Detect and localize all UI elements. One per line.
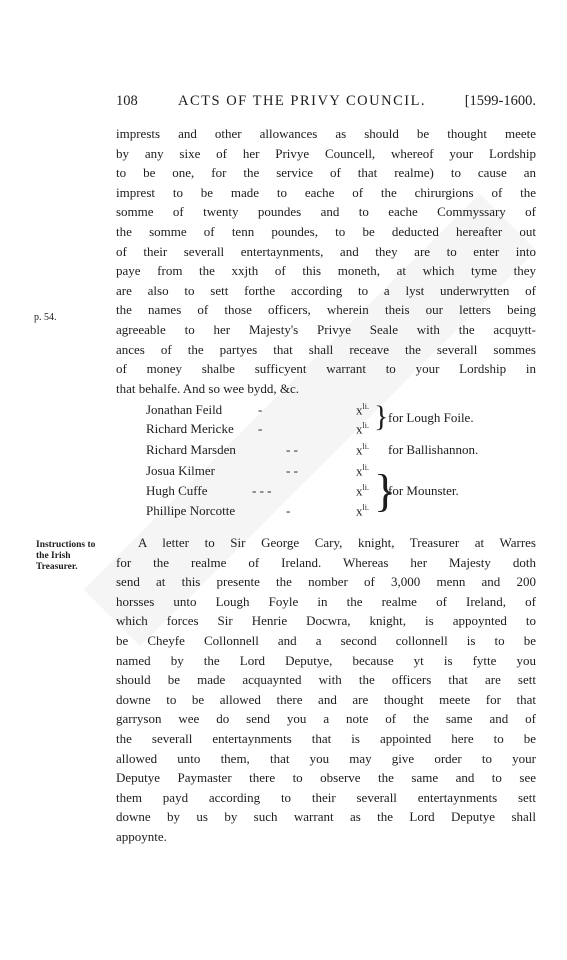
text-line: paye from the xxjth of this moneth, at which tyme they bbox=[116, 263, 536, 279]
officer-name: Jonathan Feild bbox=[146, 402, 223, 417]
text-line: of money shalbe sufficyent warrant to your Lordship in bbox=[116, 361, 536, 377]
officer-name: Richard Marsden bbox=[146, 442, 236, 457]
pay-amount: $x^{li.}$ bbox=[356, 421, 369, 437]
margin-note: Instructions to the Irish Treasurer. bbox=[36, 540, 96, 572]
destination-label: for Mounster. bbox=[388, 483, 459, 498]
officer-name: Richard Mericke bbox=[146, 421, 234, 436]
destination-label: for Lough Foile. bbox=[388, 410, 474, 425]
text-line: send at this presente the nomber of 3,000 menn and 200 bbox=[116, 574, 536, 590]
brace-symbol: } bbox=[374, 400, 389, 433]
text-line: ances of the partyes that shall receave the severall sommes bbox=[116, 341, 536, 357]
running-header bbox=[116, 93, 536, 115]
text-line: for the realme of Ireland. Whereas her Majesty doth bbox=[116, 554, 536, 570]
text-line: which forces Sir Henrie Docwra, knight, is appoynted to bbox=[116, 613, 536, 629]
leader-dashes: - - bbox=[286, 463, 298, 478]
destination-label: for Ballishannon. bbox=[388, 442, 479, 457]
text-line: garryson wee do send you a note of the same and of bbox=[116, 711, 536, 727]
officer-name: Hugh Cuffe bbox=[146, 483, 208, 498]
text-line: by any sixe of her Privye Councell, whereof your Lordship bbox=[116, 145, 536, 161]
paragraph-2 bbox=[116, 533, 536, 847]
pay-amount: $x^{li.}$ bbox=[356, 463, 369, 479]
year-range: [1599-1600. bbox=[464, 93, 536, 109]
pay-amount: $x^{li.}$ bbox=[356, 503, 369, 519]
text-line: A letter to Sir George Cary, knight, Treasurer at Warres bbox=[138, 535, 536, 550]
leader-dashes: - bbox=[286, 503, 291, 518]
text-line: agreeable to her Majesty's Privye Seale with the acquytt- bbox=[116, 321, 536, 337]
text-line: named by the Lord Deputye, because yt is fytte you bbox=[116, 652, 536, 668]
text-line: them payd according to their severall entertaynments sett bbox=[116, 789, 536, 805]
text-line: downe to be allowed there and are thought meete for that bbox=[116, 691, 536, 707]
pay-amount: $x^{li.}$ bbox=[356, 402, 369, 418]
text-line: imprests and other allowances as should be thought meete bbox=[116, 126, 536, 141]
pay-amount: $x^{li.}$ bbox=[356, 483, 369, 499]
text-line: allowed unto them, that you may give order to your bbox=[116, 750, 536, 766]
text-line: should be made acquaynted with the officers that are sett bbox=[116, 672, 536, 688]
text-line: be Cheyfe Collonnell and a second collonnell is to be bbox=[116, 632, 536, 648]
text-line: downe by us by such warrant as the Lord Deputye shall bbox=[116, 809, 536, 825]
brace-symbol: } bbox=[374, 465, 397, 516]
text-line: the somme of tenn poundes, to be deducted hereafter out bbox=[116, 223, 536, 239]
margin-page-reference: p. 54. bbox=[34, 312, 57, 323]
text-line: the names of those officers, wherein theis our letters being bbox=[116, 302, 536, 318]
leader-dashes: - - - bbox=[252, 483, 272, 498]
text-line: of their severall entertaynments, and they are to enter into bbox=[116, 243, 536, 259]
paragraph-1 bbox=[116, 124, 536, 398]
text-line: Deputye Paymaster there to observe the same and to see bbox=[116, 770, 536, 786]
leader-dashes: - bbox=[258, 421, 263, 436]
text-line: are also to sett forthe according to a lyst underwrytten of bbox=[116, 282, 536, 298]
text-line: to be one, for the service of that realme) to cause an bbox=[116, 165, 536, 181]
leader-dashes: - - bbox=[286, 442, 298, 457]
text-line: appoynte. bbox=[116, 828, 167, 844]
page-number: 108 bbox=[116, 93, 138, 109]
running-title: ACTS OF THE PRIVY COUNCIL. bbox=[178, 93, 427, 109]
pay-amount: $x^{li.}$ bbox=[356, 442, 369, 458]
officer-name: Phillipe Norcotte bbox=[146, 503, 236, 518]
text-line: the severall entertaynments that is appointed here to be bbox=[116, 730, 536, 746]
text-line: imprest to be made to eache of the chirurgions of the bbox=[116, 184, 536, 200]
text-line: horsses unto Lough Foyle in the realme of Ireland, of bbox=[116, 593, 536, 609]
text-line: that behalfe. And so wee bydd, &c. bbox=[116, 380, 300, 396]
text-line: somme of twenty poundes and to eache Commyssary of bbox=[116, 204, 536, 220]
leader-dashes: - bbox=[258, 402, 263, 417]
officer-name: Josua Kilmer bbox=[146, 463, 215, 478]
